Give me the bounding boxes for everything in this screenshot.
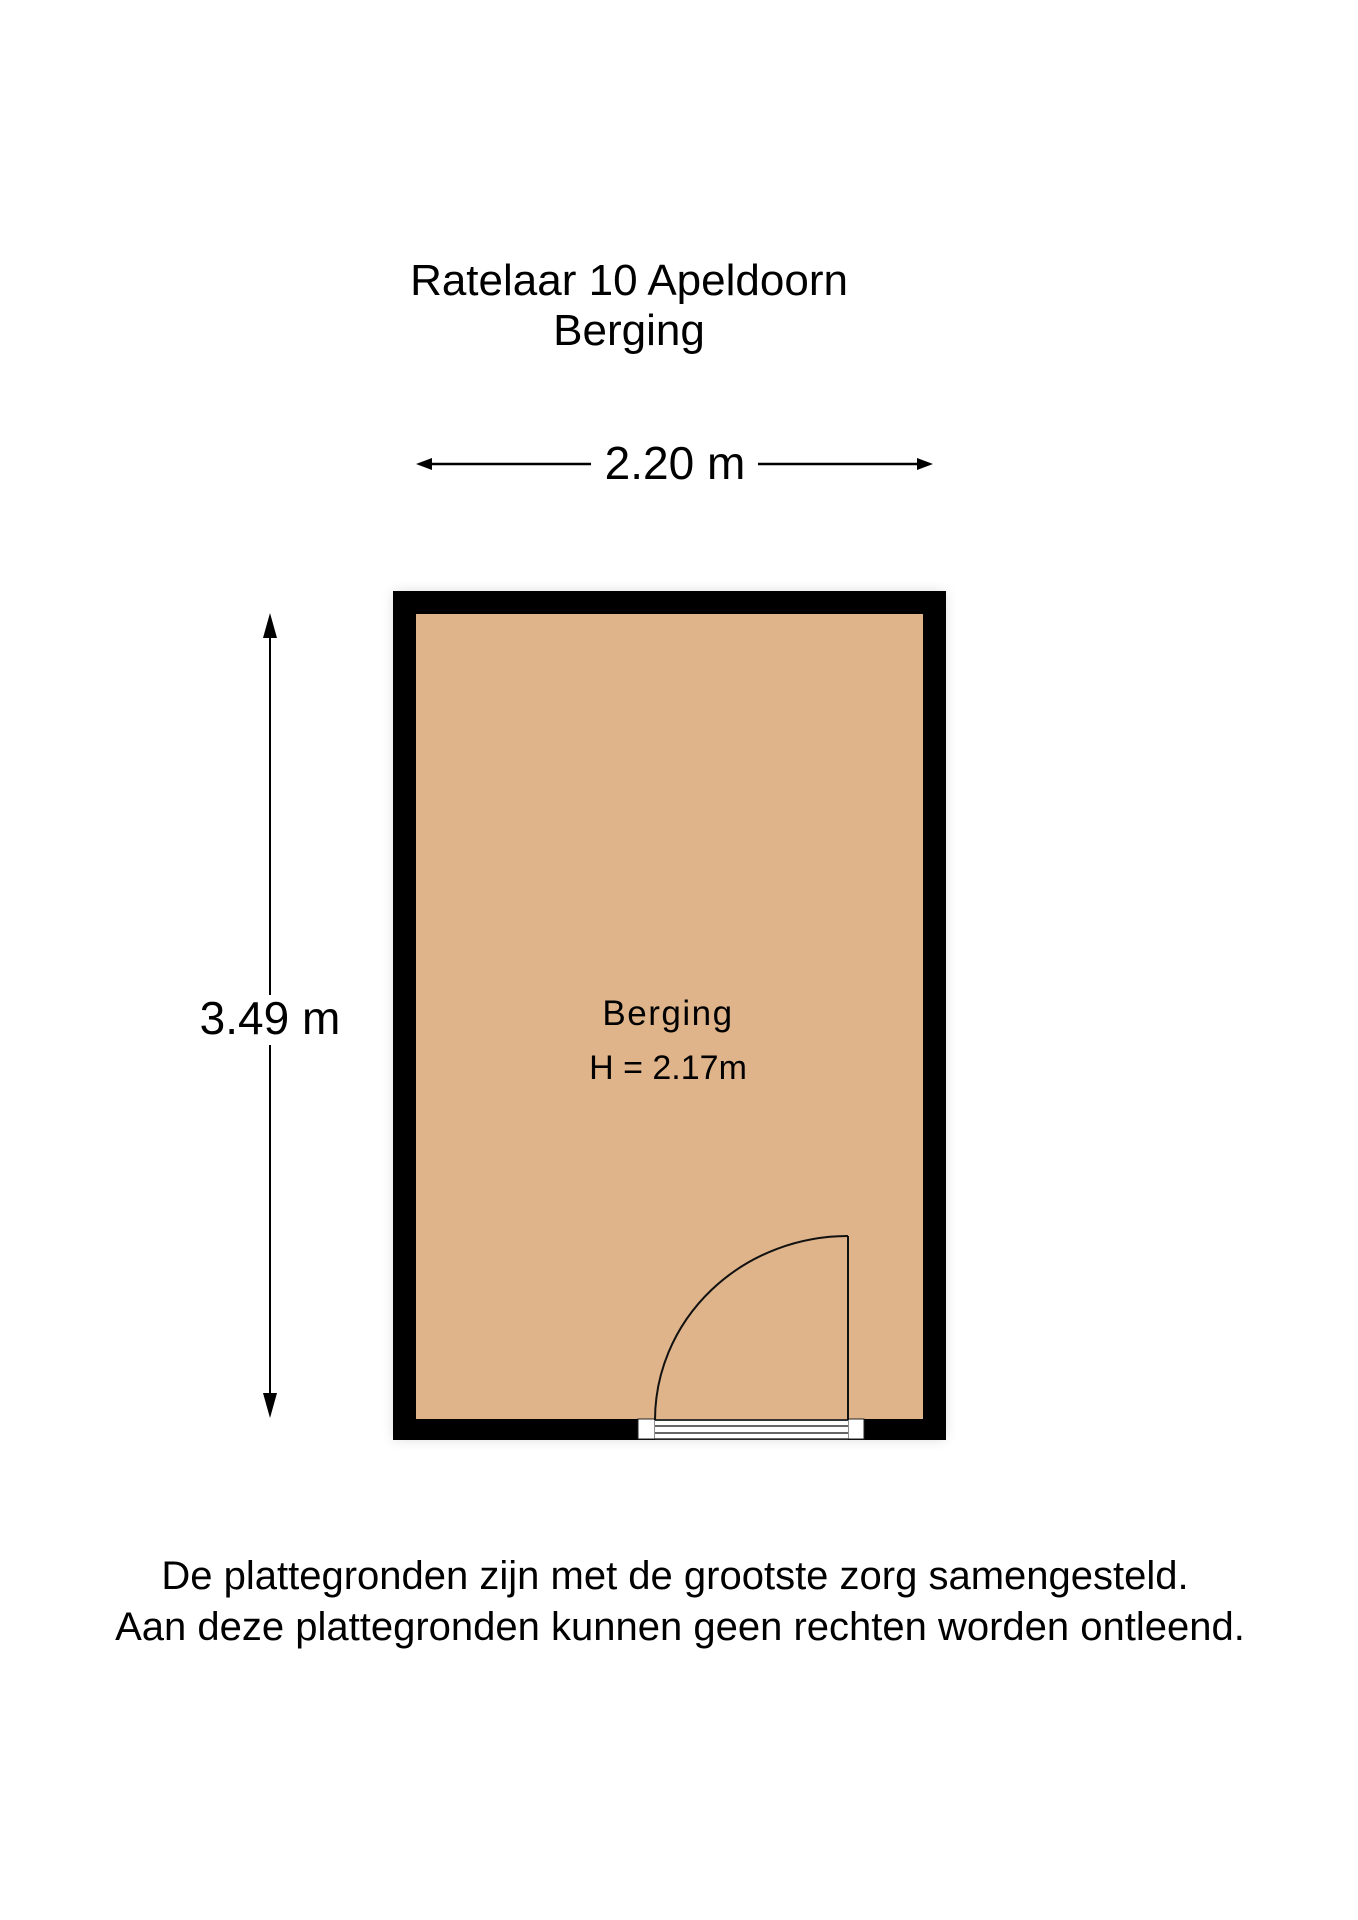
disclaimer-line-1: De plattegronden zijn met de grootste zorg samengesteld. (161, 1554, 1189, 1598)
arrowhead-right-icon (917, 458, 933, 470)
disclaimer-line-2: Aan deze plattegronden kunnen geen rechten worden ontleend. (115, 1605, 1245, 1649)
room-name-label: Berging (602, 994, 734, 1033)
room-height-label: H = 2.17m (589, 1049, 747, 1087)
floor-title: Berging (553, 306, 705, 355)
arrowhead-down-icon (263, 1393, 277, 1418)
address-title: Ratelaar 10 Apeldoorn (410, 256, 848, 305)
depth-dimension-label: 3.49 m (196, 995, 344, 1041)
arrowhead-up-icon (263, 613, 277, 638)
arrowhead-left-icon (416, 458, 432, 470)
width-dimension-label: 2.20 m (600, 440, 750, 486)
